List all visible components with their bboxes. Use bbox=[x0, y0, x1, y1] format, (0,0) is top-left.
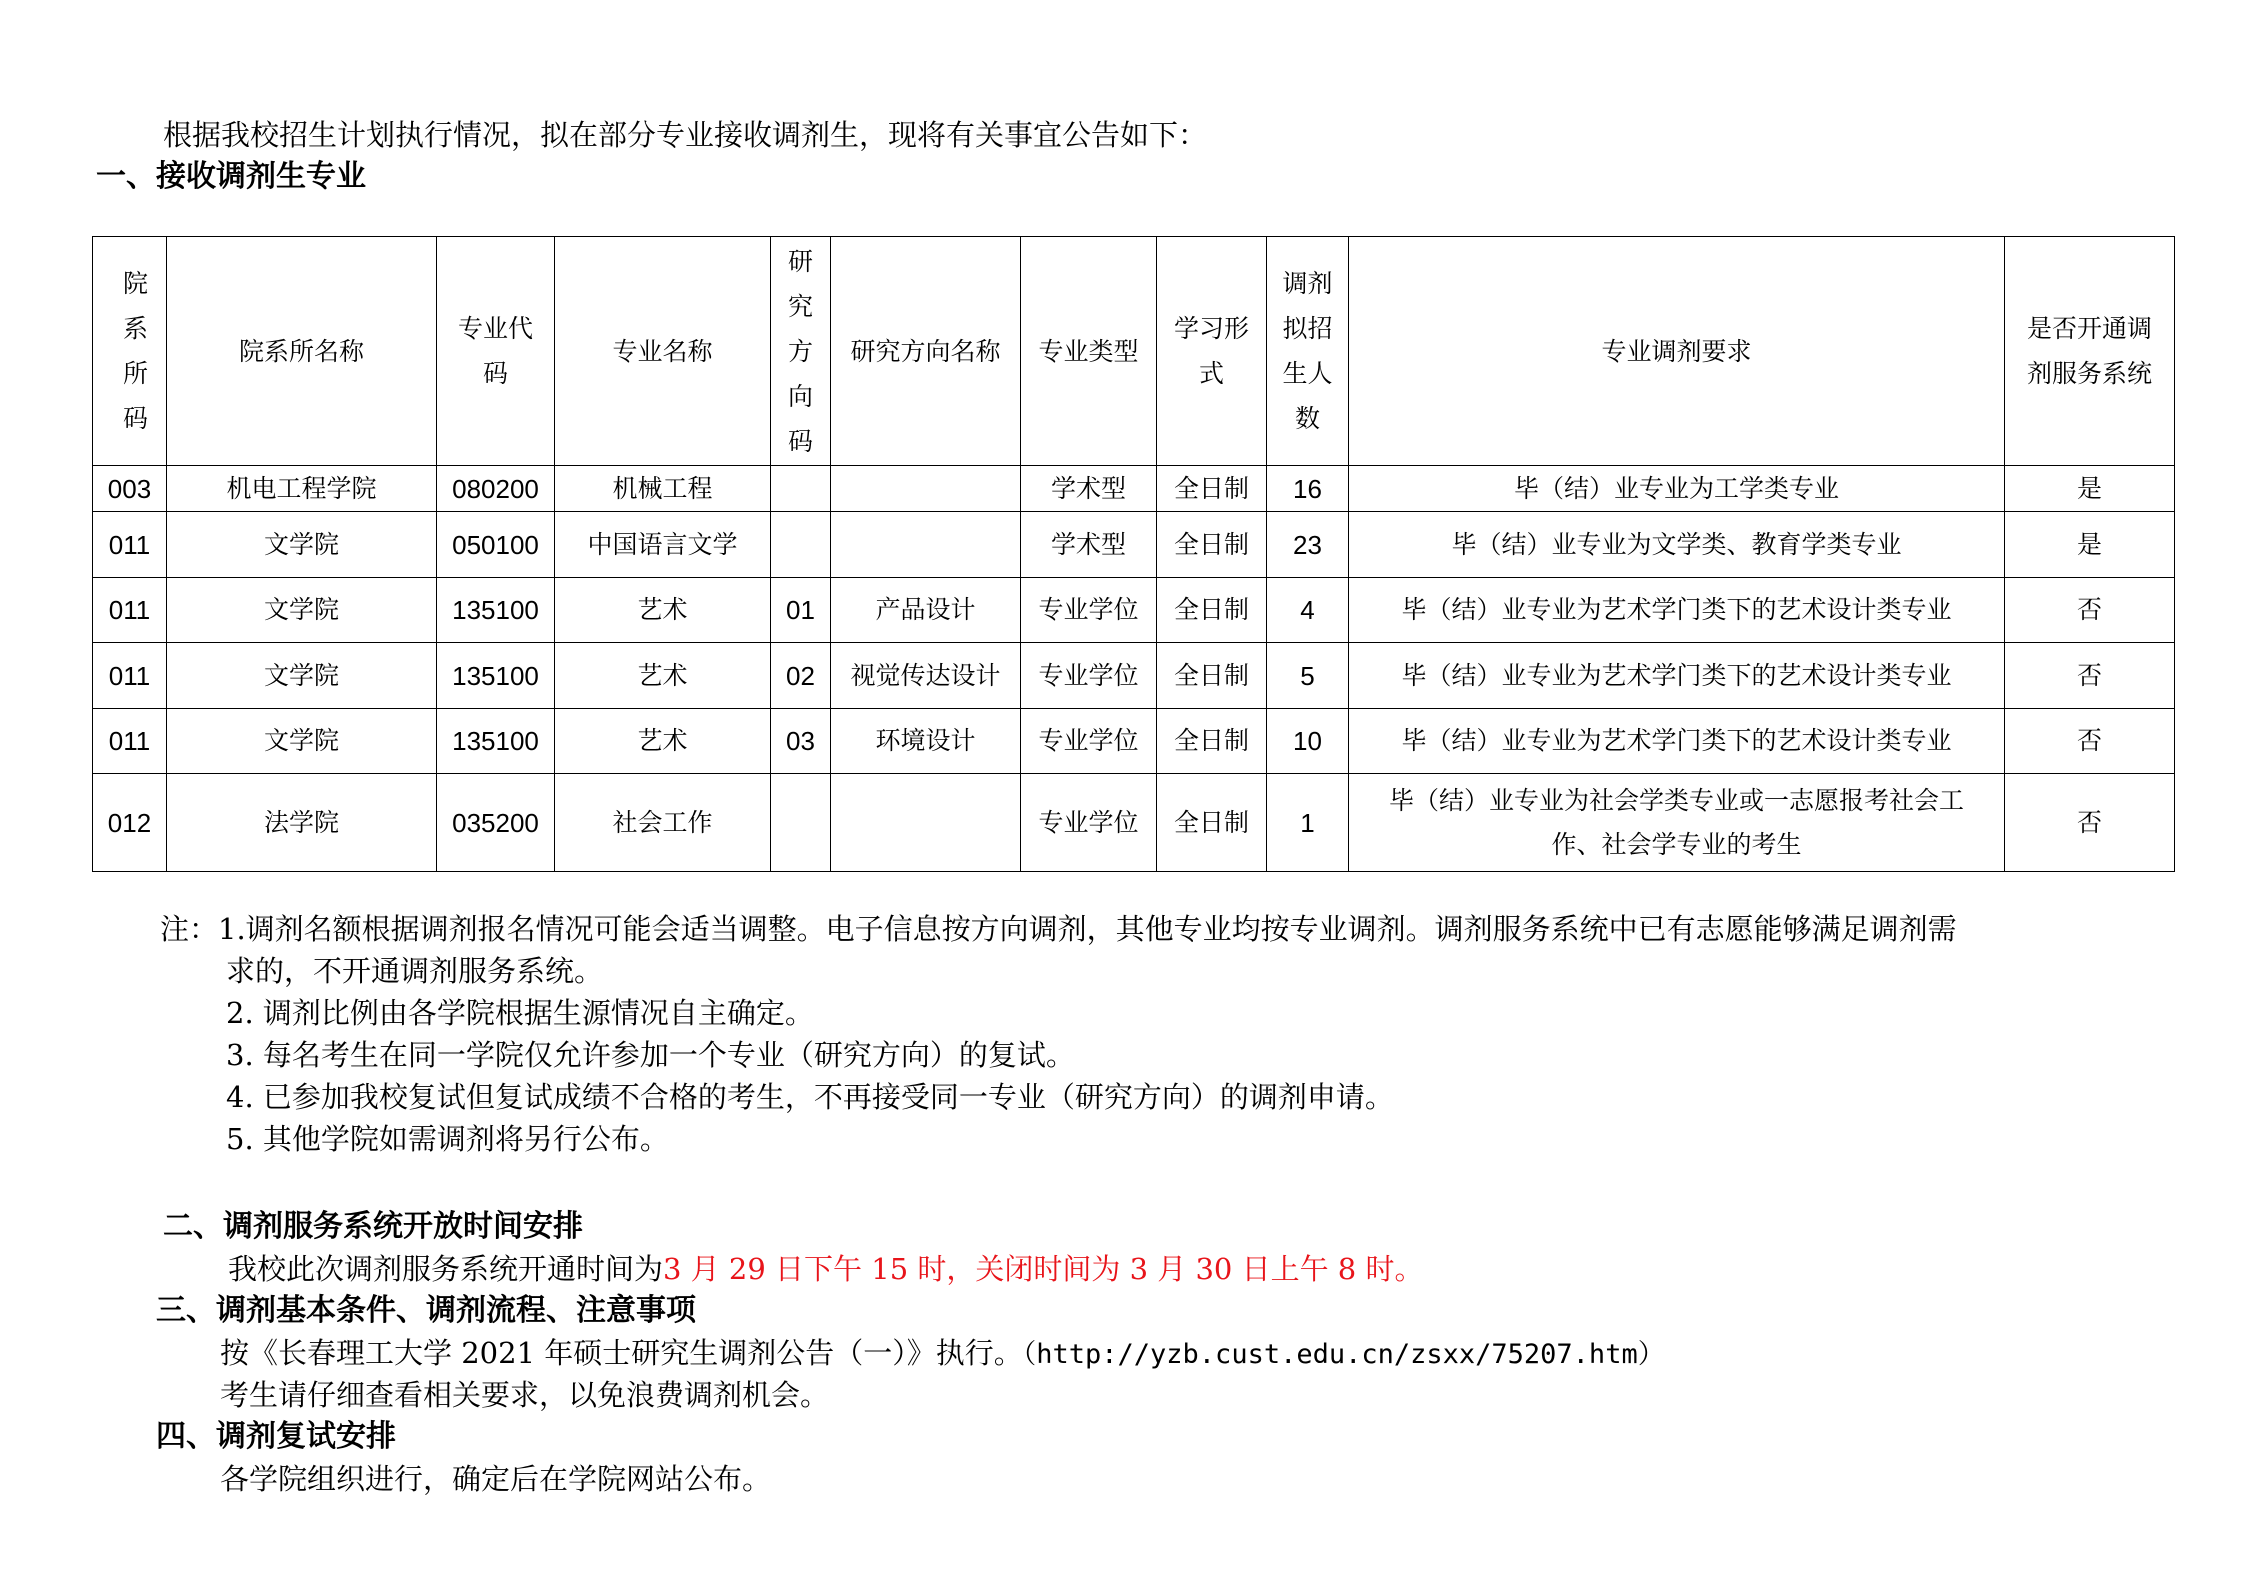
cell-direction-code bbox=[771, 774, 831, 872]
cell-major-code: 035200 bbox=[437, 774, 555, 872]
cell-dept-code: 011 bbox=[93, 709, 167, 774]
section2-paragraph bbox=[228, 1248, 1423, 1290]
cell-service-open: 否 bbox=[2005, 774, 2175, 872]
admission-table bbox=[92, 236, 2175, 872]
cell-direction-code: 02 bbox=[771, 643, 831, 709]
cell-requirement: 毕（结）业专业为艺术学门类下的艺术设计类专业 bbox=[1349, 709, 2005, 774]
cell-major-code: 080200 bbox=[437, 466, 555, 512]
cell-requirement: 毕（结）业专业为艺术学门类下的艺术设计类专业 bbox=[1349, 643, 2005, 709]
section4-line-1: 各学院组织进行，确定后在学院网站公布。 bbox=[220, 1462, 772, 1496]
col-header-dept-name: 院系所名称 bbox=[167, 237, 437, 466]
cell-dept-name: 机电工程学院 bbox=[167, 466, 437, 512]
cell-major-name: 社会工作 bbox=[555, 774, 771, 872]
cell-major-type: 专业学位 bbox=[1021, 578, 1157, 643]
table-header-row bbox=[93, 237, 2175, 466]
cell-direction-code: 01 bbox=[771, 578, 831, 643]
cell-major-code: 135100 bbox=[437, 578, 555, 643]
section1-title: 一、接收调剂生专业 bbox=[96, 159, 366, 194]
section3-line-2: 考生请仔细查看相关要求，以免浪费调剂机会。 bbox=[220, 1378, 830, 1412]
cell-direction-code bbox=[771, 512, 831, 578]
note-2: 2. 调剂比例由各学院根据生源情况自主确定。 bbox=[226, 996, 814, 1030]
note-4: 4. 已参加我校复试但复试成绩不合格的考生，不再接受同一专业（研究方向）的调剂申请。 bbox=[226, 1080, 1394, 1114]
cell-direction-name bbox=[831, 466, 1021, 512]
cell-direction-code: 03 bbox=[771, 709, 831, 774]
cell-dept-code: 003 bbox=[93, 466, 167, 512]
cell-requirement: 毕（结）业专业为工学类专业 bbox=[1349, 466, 2005, 512]
cell-study-form: 全日制 bbox=[1157, 774, 1267, 872]
cell-requirement: 毕（结）业专业为社会学类专业或一志愿报考社会工作、社会学专业的考生 bbox=[1349, 774, 2005, 872]
section2-title: 二、调剂服务系统开放时间安排 bbox=[163, 1209, 583, 1244]
table-row bbox=[93, 709, 2175, 774]
cell-direction-name: 视觉传达设计 bbox=[831, 643, 1021, 709]
note-3: 3. 每名考生在同一学院仅允许参加一个专业（研究方向）的复试。 bbox=[226, 1038, 1075, 1072]
cell-dept-code: 012 bbox=[93, 774, 167, 872]
cell-dept-code: 011 bbox=[93, 643, 167, 709]
table-row bbox=[93, 466, 2175, 512]
cell-major-name: 艺术 bbox=[555, 709, 771, 774]
col-header-direction-name: 研究方向名称 bbox=[831, 237, 1021, 466]
cell-dept-name: 文学院 bbox=[167, 512, 437, 578]
note-1-text: 1.调剂名额根据调剂报名情况可能会适当调整。电子信息按方向调剂，其他专业均按专业调剂。调剂服务系统中已有志愿能够满足调剂需 bbox=[218, 912, 1957, 946]
table-row bbox=[93, 578, 2175, 643]
cell-direction-name: 产品设计 bbox=[831, 578, 1021, 643]
notes-block bbox=[160, 908, 1957, 1160]
table-row bbox=[93, 774, 2175, 872]
note-1-line-1 bbox=[160, 908, 1957, 950]
cell-major-name: 艺术 bbox=[555, 578, 771, 643]
cell-quota: 10 bbox=[1267, 709, 1349, 774]
cell-study-form: 全日制 bbox=[1157, 643, 1267, 709]
col-header-direction-code: 研究方向码 bbox=[771, 237, 831, 466]
cell-quota: 16 bbox=[1267, 466, 1349, 512]
cell-major-type: 学术型 bbox=[1021, 512, 1157, 578]
cell-study-form: 全日制 bbox=[1157, 709, 1267, 774]
col-header-major-name: 专业名称 bbox=[555, 237, 771, 466]
cell-requirement: 毕（结）业专业为文学类、教育学类专业 bbox=[1349, 512, 2005, 578]
cell-major-code: 135100 bbox=[437, 643, 555, 709]
cell-quota: 5 bbox=[1267, 643, 1349, 709]
cell-major-type: 学术型 bbox=[1021, 466, 1157, 512]
cell-direction-name bbox=[831, 512, 1021, 578]
cell-dept-name: 文学院 bbox=[167, 578, 437, 643]
col-header-dept-code: 院系所码 bbox=[93, 237, 167, 466]
table-row bbox=[93, 512, 2175, 578]
table-row bbox=[93, 643, 2175, 709]
cell-major-type: 专业学位 bbox=[1021, 709, 1157, 774]
cell-service-open: 否 bbox=[2005, 578, 2175, 643]
cell-dept-code: 011 bbox=[93, 512, 167, 578]
section3-title: 三、调剂基本条件、调剂流程、注意事项 bbox=[156, 1293, 696, 1328]
cell-dept-name: 文学院 bbox=[167, 709, 437, 774]
section4-title: 四、调剂复试安排 bbox=[156, 1419, 396, 1454]
cell-service-open: 否 bbox=[2005, 709, 2175, 774]
note-5: 5. 其他学院如需调剂将另行公布。 bbox=[226, 1122, 669, 1156]
cell-quota: 1 bbox=[1267, 774, 1349, 872]
cell-major-code: 135100 bbox=[437, 709, 555, 774]
cell-direction-name: 环境设计 bbox=[831, 709, 1021, 774]
col-header-major-code: 专业代码 bbox=[437, 237, 555, 466]
cell-service-open: 是 bbox=[2005, 466, 2175, 512]
cell-study-form: 全日制 bbox=[1157, 466, 1267, 512]
note-1-line-2: 求的，不开通调剂服务系统。 bbox=[226, 954, 604, 988]
cell-major-name: 机械工程 bbox=[555, 466, 771, 512]
cell-direction-code bbox=[771, 466, 831, 512]
col-header-service-open: 是否开通调剂服务系统 bbox=[2005, 237, 2175, 466]
cell-dept-name: 文学院 bbox=[167, 643, 437, 709]
cell-dept-name: 法学院 bbox=[167, 774, 437, 872]
cell-service-open: 是 bbox=[2005, 512, 2175, 578]
section3-line-1 bbox=[220, 1332, 1665, 1376]
cell-direction-name bbox=[831, 774, 1021, 872]
cell-major-code: 050100 bbox=[437, 512, 555, 578]
cell-service-open: 否 bbox=[2005, 643, 2175, 709]
cell-major-type: 专业学位 bbox=[1021, 643, 1157, 709]
cell-study-form: 全日制 bbox=[1157, 578, 1267, 643]
cell-quota: 4 bbox=[1267, 578, 1349, 643]
section3-reference: 按《长春理工大学 2021 年硕士研究生调剂公告（一）》执行。 bbox=[220, 1336, 1023, 1370]
col-header-major-type: 专业类型 bbox=[1021, 237, 1157, 466]
col-header-quota: 调剂拟招生人数 bbox=[1267, 237, 1349, 466]
col-header-requirement: 专业调剂要求 bbox=[1349, 237, 2005, 466]
cell-major-name: 中国语言文学 bbox=[555, 512, 771, 578]
section2-text: 我校此次调剂服务系统开通时间为 bbox=[228, 1252, 664, 1286]
cell-dept-code: 011 bbox=[93, 578, 167, 643]
notes-prefix: 注： bbox=[160, 912, 219, 946]
cell-quota: 23 bbox=[1267, 512, 1349, 578]
cell-requirement: 毕（结）业专业为艺术学门类下的艺术设计类专业 bbox=[1349, 578, 2005, 643]
cell-major-name: 艺术 bbox=[555, 643, 771, 709]
section2-highlight-time: 3 月 29 日下午 15 时，关闭时间为 3 月 30 日上午 8 时。 bbox=[663, 1252, 1424, 1286]
col-header-study-form: 学习形式 bbox=[1157, 237, 1267, 466]
cell-major-type: 专业学位 bbox=[1021, 774, 1157, 872]
cell-study-form: 全日制 bbox=[1157, 512, 1267, 578]
section3-url[interactable]: （http://yzb.cust.edu.cn/zsxx/75207.htm） bbox=[1022, 1339, 1665, 1370]
intro-paragraph: 根据我校招生计划执行情况，拟在部分专业接收调剂生，现将有关事宜公告如下： bbox=[163, 118, 1208, 152]
